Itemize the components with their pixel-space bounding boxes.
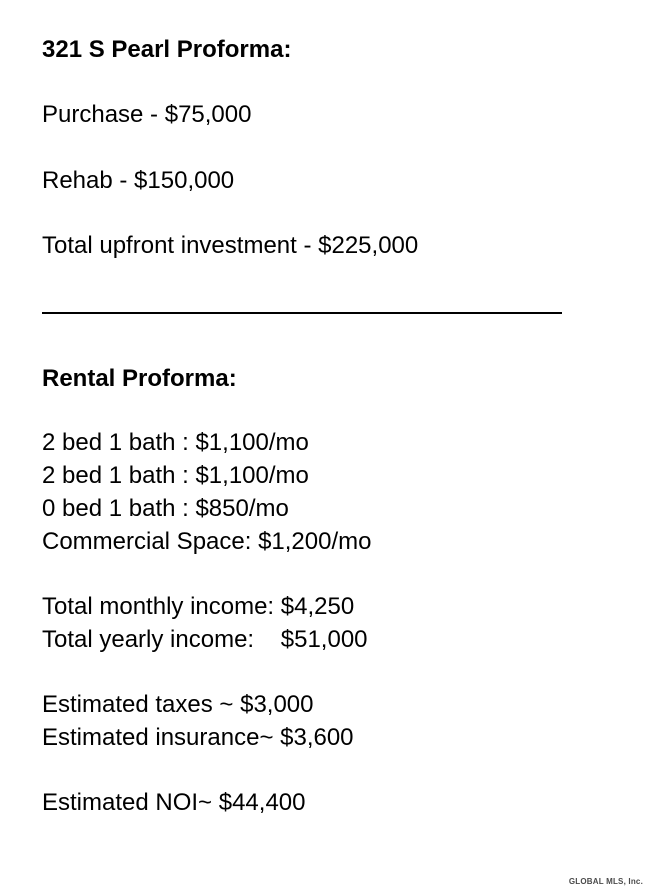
watermark: GLOBAL MLS, Inc.	[568, 877, 643, 886]
unit-line: Commercial Space: $1,200/mo	[42, 528, 372, 555]
taxes-line: Estimated taxes ~ $3,000	[42, 691, 314, 718]
document-title: 321 S Pearl Proforma:	[42, 36, 292, 63]
section-divider	[42, 312, 562, 314]
insurance-line: Estimated insurance~ $3,600	[42, 724, 354, 751]
noi-line: Estimated NOI~ $44,400	[42, 789, 306, 816]
unit-line: 2 bed 1 bath : $1,100/mo	[42, 462, 309, 489]
total-investment-line: Total upfront investment - $225,000	[42, 232, 419, 259]
total-monthly-line: Total monthly income: $4,250	[42, 593, 355, 620]
total-yearly-line: Total yearly income: $51,000	[42, 626, 368, 653]
rental-heading: Rental Proforma:	[42, 365, 237, 392]
unit-line: 2 bed 1 bath : $1,100/mo	[42, 429, 309, 456]
purchase-line: Purchase - $75,000	[42, 101, 252, 128]
unit-line: 0 bed 1 bath : $850/mo	[42, 495, 289, 522]
rehab-line: Rehab - $150,000	[42, 167, 235, 194]
